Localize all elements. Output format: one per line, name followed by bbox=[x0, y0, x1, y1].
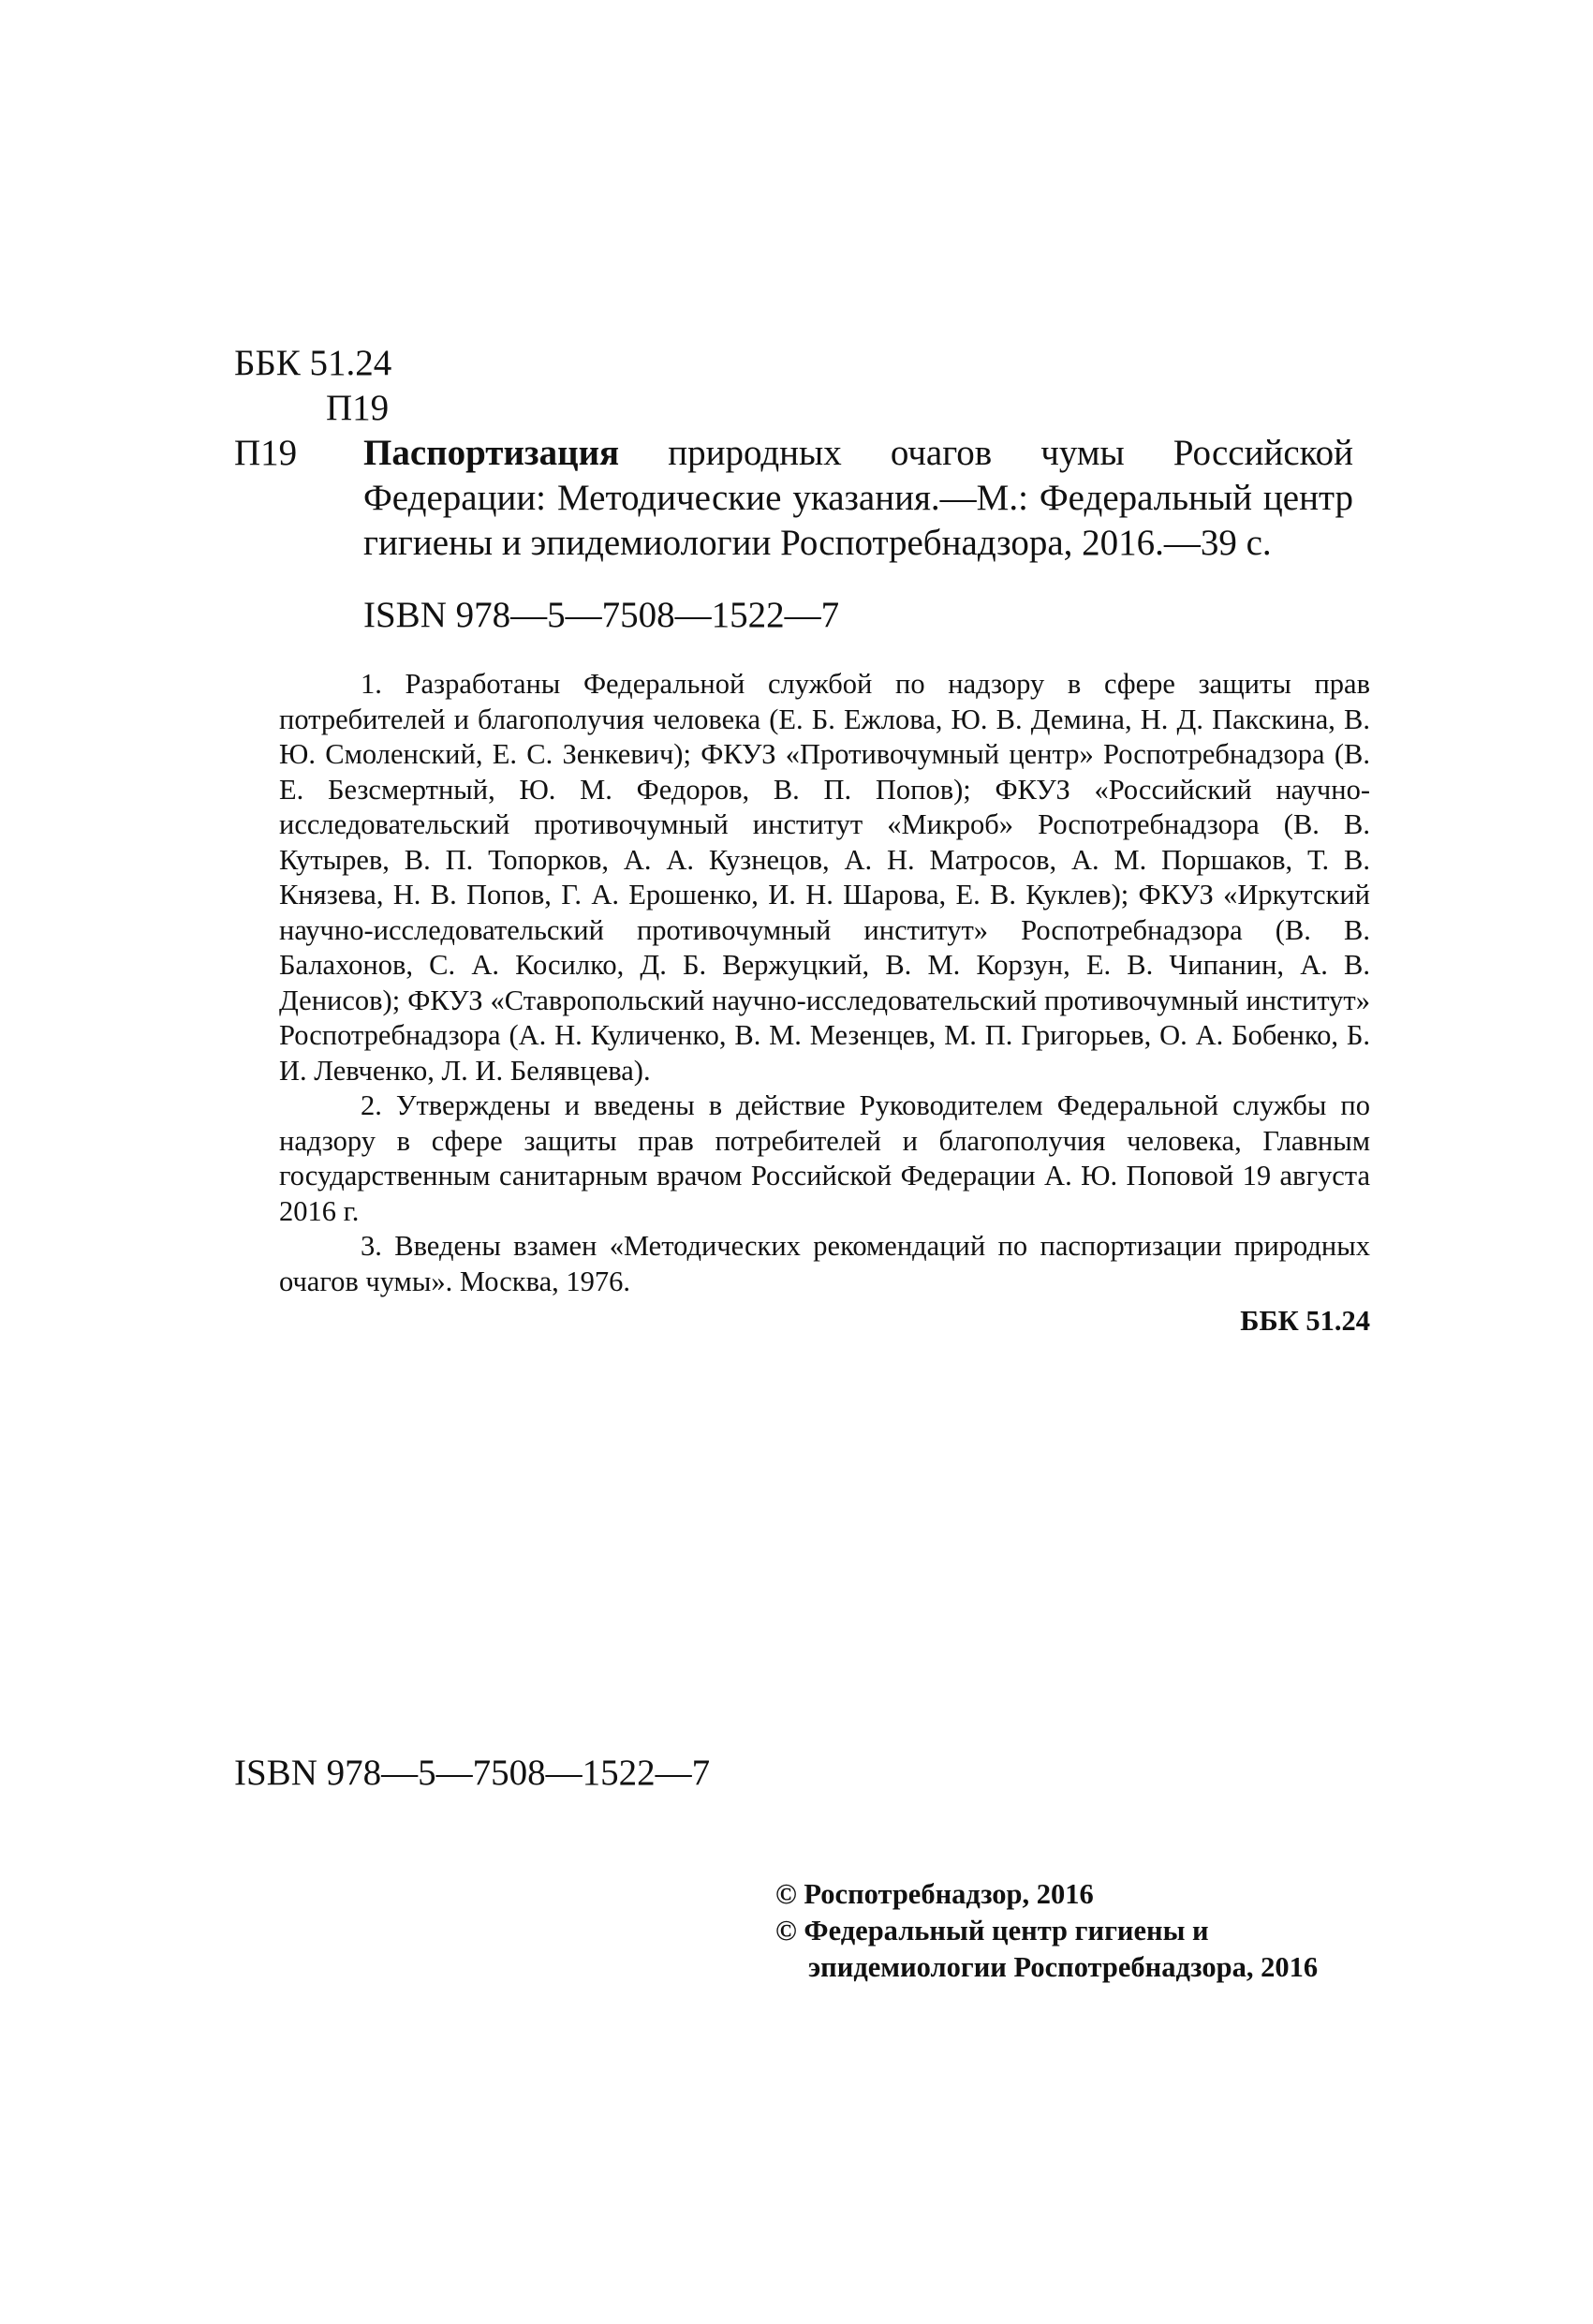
notes bbox=[279, 667, 1370, 1299]
note-3: 3. Введены взамен «Методических рекомендаций по паспортизации природных очагов чумы». Москва, 1976. bbox=[279, 1230, 1370, 1297]
entry-description: природных очагов чумы Российской Федерации: Методические указания.—М.: Федеральный центр гигиены и эпидемиологии Роспотребнадзора, 2016.—39 с. bbox=[363, 433, 1354, 563]
copyright-block bbox=[775, 1876, 1318, 1986]
isbn-main: ISBN 978—5—7508—1522—7 bbox=[363, 595, 840, 635]
note-2: 2. Утверждены и введены в действие Руководителем Федеральной службы по надзору в сфере защиты прав потребителей и благополучия человека, Главным государственным санитарным врачом Российской Федерации А. Ю. Поповой 19 августа 2016 г. bbox=[279, 1089, 1370, 1227]
copyright-line-2: © Федеральный центр гигиены и bbox=[775, 1915, 1209, 1947]
copyright-line-1: © Роспотребнадзор, 2016 bbox=[775, 1878, 1094, 1910]
entry-code: П19 bbox=[234, 433, 298, 473]
isbn-bottom: ISBN 978—5—7508—1522—7 bbox=[234, 1753, 711, 1793]
bbk-code: ББК 51.24 bbox=[234, 343, 392, 383]
author-sign: П19 bbox=[326, 388, 390, 428]
entry-title: Паспортизация bbox=[363, 433, 620, 473]
bibliographic-entry bbox=[363, 431, 1353, 566]
bbk-code-right: ББК 51.24 bbox=[1240, 1305, 1370, 1337]
note-1: 1. Разработаны Федеральной службой по надзору в сфере защиты прав потребителей и благополучия человека (Е. Б. Ежлова, Ю. В. Демина, Н. Д. Пакскина, В. Ю. Смоленский, Е. С. Зенкевич); ФКУЗ «Противочумный центр» Роспотребнадзора (В. Е. Безсмертный, Ю. М. Федоров, В. П. Попов); ФКУЗ «Российский научно-исследовательский противочумный институт «Микроб» Роспотребнадзора (В. В. Кутырев, В. П. Топорков, А. А. Кузнецов, А. Н. Матросов, А. М. Поршаков, Т. В. Князева, Н. В. Попов, Г. А. Ерошенко, И. Н. Шарова, Е. В. Куклев); ФКУЗ «Иркутский научно-исследовательский противочумный институт» Роспотребнадзора (В. В. Балахонов, С. А. Косилко, Д. Б. Вержуцкий, В. М. Корзун, Е. В. Чипанин, А. В. Денисов); ФКУЗ «Ставропольский научно-исследовательский противочумный институт» Роспотребнадзора (А. Н. Куличенко, В. М. Мезенцев, М. П. Григорьев, О. А. Бобенко, Б. И. Левченко, Л. И. Белявцева). bbox=[279, 668, 1370, 1087]
copyright-line-3: эпидемиологии Роспотребнадзора, 2016 bbox=[808, 1951, 1319, 1983]
